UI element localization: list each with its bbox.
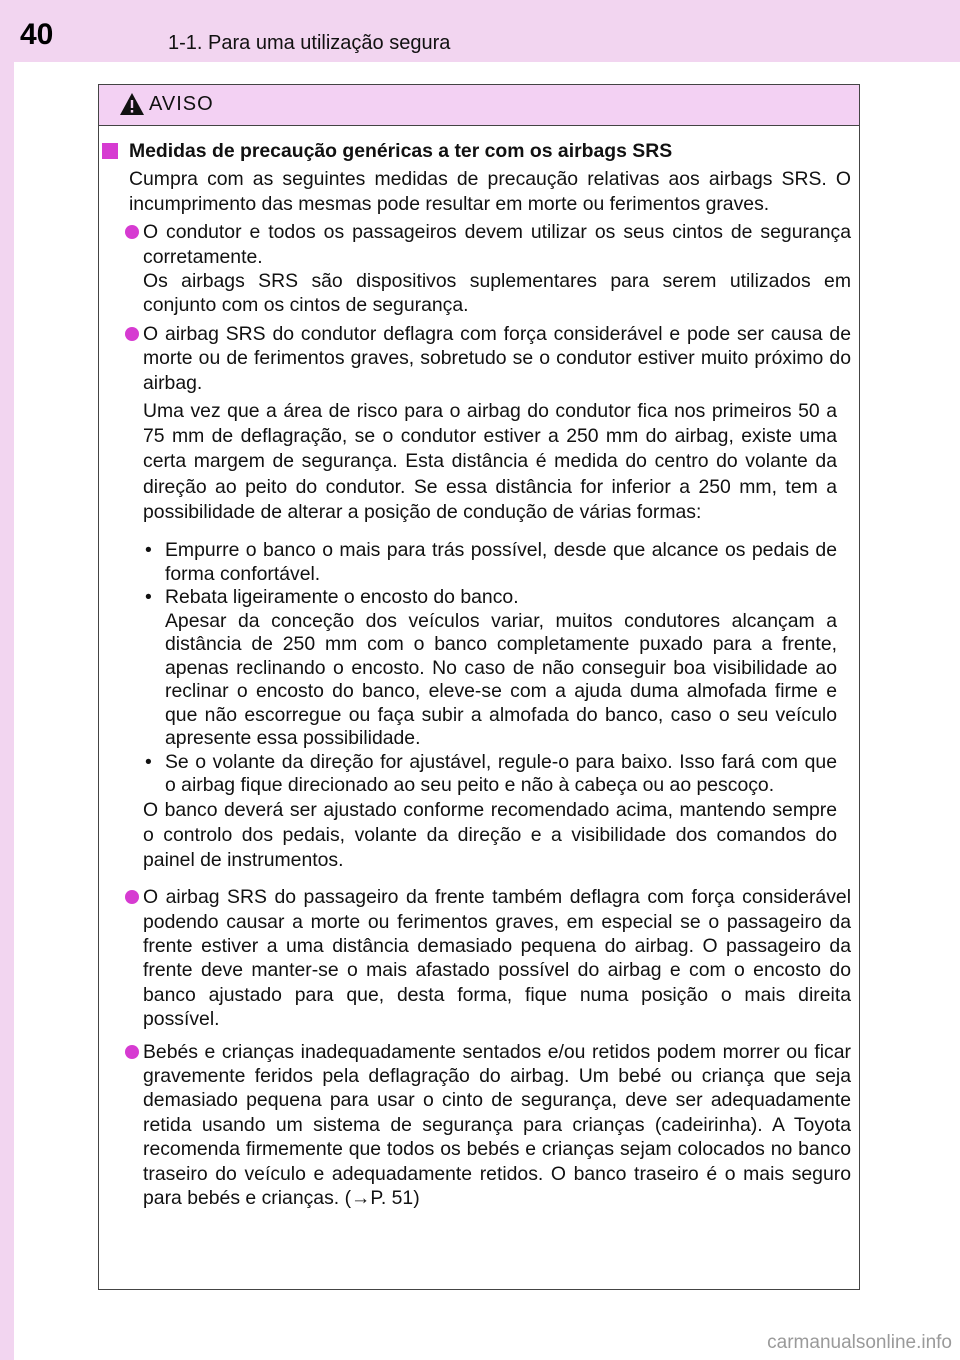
list-item	[99, 1040, 851, 1211]
bullet-text: Bebés e crianças inadequadamente sentados e/ou retidos podem morrer ou ficar gravemente feridos pela deflagração do airbag. Um bebé ou criança que seja demasiado pequena para usar o cinto de segurança, deve ser adequadamente retida usando um sistema de segurança para crianças (cadeirinha). A Toyota recomenda firmemente que todos os bebés e crianças sejam colocados no banco traseiro do veículo e adequadamente retidos. O banco traseiro é o mais seguro para bebés e crianças. (→P. 51)	[143, 1040, 851, 1210]
circle-bullet-icon	[125, 1045, 139, 1059]
bullet-text: O airbag SRS do condutor deflagra com força considerável e pode ser causa de morte ou de ferimentos graves, sobretudo se o condutor estiver muito próximo do airbag.	[143, 322, 851, 394]
warning-box	[98, 84, 860, 1290]
list-item	[99, 220, 851, 318]
bullet-text: O condutor e todos os passageiros devem utilizar os seus cintos de segurança corretamente.	[143, 221, 851, 268]
sub-list-text: Empurre o banco o mais para trás possível, desde que alcance os pedais de forma confortável.	[165, 539, 837, 585]
warning-heading-text: Medidas de precaução genéricas a ter com os airbags SRS	[129, 140, 673, 162]
warning-label: AVISO	[149, 93, 214, 115]
list-item	[99, 885, 851, 1031]
circle-bullet-icon	[125, 327, 139, 341]
bullet-detail-text: Uma vez que a área de risco para o airbag do condutor fica nos primeiros 50 a 75 mm de deflagração, se o condutor estiver a 250 mm do airbag, existe uma certa margem de segurança. Esta distância é medida do centro do volante da direção ao peito do condutor. Se essa distância for inferior a 250 mm, tem a possibilidade de alterar a posição de condução de várias formas:	[143, 400, 837, 523]
warning-triangle-icon	[119, 92, 145, 116]
intro-text: Cumpra com as seguintes medidas de precaução relativas aos airbags SRS. O incumprimento das mesmas pode resultar em morte ou ferimentos graves.	[129, 168, 851, 215]
dot-marker: •	[145, 750, 152, 773]
sub-list-item	[143, 586, 837, 751]
bullet-closing-text: O banco deverá ser ajustado conforme recomendado acima, mantendo sempre o controlo dos pedais, volante da direção e a visibilidade dos comandos do painel de instrumentos.	[143, 798, 837, 871]
sub-list-text: Rebata ligeiramente o encosto do banco.	[165, 586, 519, 609]
dot-marker: •	[145, 586, 152, 609]
page-number: 40	[20, 18, 54, 51]
side-band	[0, 62, 14, 1360]
square-bullet-icon	[102, 143, 118, 159]
sub-list-text: Se o volante da direção for ajustável, regule-o para baixo. Isso fará com que o airbag fique direcionado ao seu peito e não à cabeça ou ao pescoço.	[165, 750, 837, 797]
section-title: 1-1. Para uma utilização segura	[168, 32, 451, 54]
warning-content	[99, 139, 859, 1214]
watermark: carmanualsonline.info	[767, 1332, 952, 1353]
dot-marker: •	[145, 539, 152, 562]
warning-header	[99, 85, 859, 126]
sub-list-item	[143, 751, 837, 798]
sub-list-item	[143, 539, 837, 586]
sub-list	[99, 539, 851, 798]
sub-list-extra-text: Apesar da conceção dos veículos variar, muitos condutores alcançam a distância de 250 mm com o banco completamente puxado para a frente, apenas reclinando o encosto. No caso de não conseguir boa visibilidade ao reclinar o encosto do banco, eleve-se com a ajuda duma almofada firme e que não escorregue ou faça subir a almofada do banco, caso o seu veículo apresente essa possibilidade.	[165, 609, 837, 750]
bullet-extra-text: Os airbags SRS são dispositivos suplementares para serem utilizados em conjunto com os cintos de segurança.	[143, 270, 851, 317]
bullet-text: O airbag SRS do passageiro da frente também deflagra com força considerável podendo causar a morte ou ferimentos graves, em especial se o passageiro da frente estiver a uma distância demasiado pequena do airbag. O passageiro da frente deve manter-se o mais afastado possível do airbag e com o encosto do banco ajustado para que, desta forma, fique numa posição o mais direita possível.	[143, 886, 851, 1031]
circle-bullet-icon	[125, 225, 139, 239]
warning-heading	[99, 139, 851, 163]
circle-bullet-icon	[125, 890, 139, 904]
list-item	[99, 322, 851, 395]
page-header	[0, 0, 960, 62]
